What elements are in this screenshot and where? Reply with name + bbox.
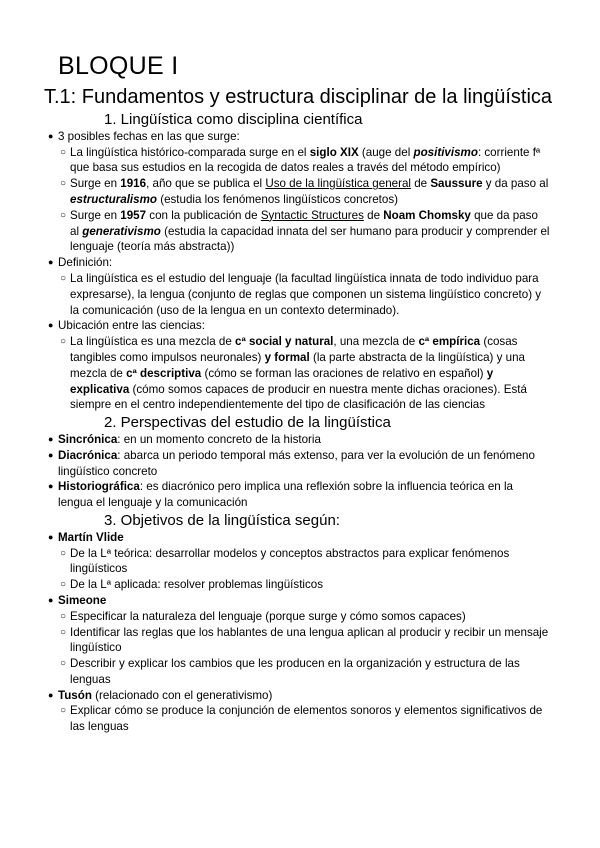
book-title-link: Syntactic Structures (260, 208, 364, 222)
bullet-icon: ● (48, 257, 54, 268)
bullet-icon: ● (48, 320, 54, 331)
circle-bullet-icon: ○ (60, 146, 67, 158)
list-item: ○ De la Lª aplicada: resolver problemas lingüísticos (60, 578, 324, 592)
list-item: ● Diacrónica: abarca un periodo temporal más extenso, para ver la evolución de un fenómeno lingüístico concreto (48, 448, 535, 478)
document-body (0, 112, 600, 735)
bullet-icon: ● (48, 449, 54, 460)
bullet-icon: ● (48, 594, 54, 605)
bullet-icon: ● (48, 130, 54, 141)
list-item: ○ Surge en 1957 con la publicación de Syntactic Structures de Noam Chomsky que da paso al generativismo (estudia la capacidad innata del ser humano para producir y comprender el lenguaje (teoría más abstracta)) (60, 208, 550, 254)
bullet-icon: ● (48, 689, 54, 700)
list-item: ● Martín Vlide (48, 530, 124, 544)
circle-bullet-icon: ○ (60, 610, 67, 622)
list-item: ○ De la Lª teórica: desarrollar modelos y conceptos abstractos para explicar fenómenos lingüísticos (60, 546, 510, 576)
list-item: ● Historiográfica: es diacrónico pero implica una reflexión sobre la influencia teórica en la lengua el lenguaje y la comunicación (48, 480, 513, 510)
section-1-heading: 1. Lingüística como disciplina científica (104, 111, 363, 128)
list-item: ○ Surge en 1916, año que se publica el Uso de la lingüística general de Saussure y da paso al estructuralismo (estudia los fenómenos lingüísticos concretos) (60, 177, 549, 206)
circle-bullet-icon: ○ (60, 336, 67, 348)
section-3-heading: 3. Objetivos de la lingüística según: (104, 511, 340, 529)
section-2-heading: 2. Perspectivas del estudio de la lingüística (104, 414, 391, 432)
list-item: ○ La lingüística histórico-comparada surge en el siglo XIX (auge del positivismo: corriente fª que basa sus estudios en la recogida de datos reales a través del método empírico) (60, 145, 541, 175)
list-item: ● Ubicación entre las ciencias: (48, 319, 205, 333)
list-item: ○ Identificar las reglas que los hablantes de una lengua aplican al producir y recibir un mensaje lingüístico (60, 625, 549, 655)
list-item: ○ Especificar la naturaleza del lenguaje (porque surge y cómo somos capaces) (60, 609, 466, 623)
list-item: ○ Describir y explicar los cambios que les producen en la organización y estructura de las lenguas (60, 657, 520, 686)
list-item: ● Definición: (48, 256, 113, 270)
document-title: BLOQUE I (58, 52, 179, 80)
bullet-icon: ● (48, 481, 54, 492)
circle-bullet-icon: ○ (60, 547, 67, 559)
bullet-icon: ● (48, 531, 54, 542)
list-item: ● Sincrónica: en un momento concreto de la historia (48, 432, 321, 446)
circle-bullet-icon: ○ (60, 658, 67, 670)
list-item: ● Simeone (48, 593, 107, 607)
topic-heading: T.1: Fundamentos y estructura disciplinar de la lingüística (44, 86, 553, 108)
circle-bullet-icon: ○ (60, 209, 67, 221)
circle-bullet-icon: ○ (60, 705, 67, 717)
list-item: ● Tusón (relacionado con el generativismo) (48, 688, 273, 702)
bullet-icon: ● (48, 433, 54, 444)
circle-bullet-icon: ○ (60, 626, 67, 638)
list-item: ○ Explicar cómo se produce la conjunción de elementos sonoros y elementos significativos de las lenguas (60, 704, 543, 734)
book-title-link: Uso de la lingüística general (265, 177, 411, 191)
circle-bullet-icon: ○ (60, 579, 67, 591)
list-item: ● 3 posibles fechas en las que surge: (48, 129, 240, 143)
circle-bullet-icon: ○ (60, 178, 67, 190)
list-item: ○ La lingüística es el estudio del lenguaje (la facultad lingüística innata de todo individuo para expresarse), la lengua (conjunto de reglas que componen un sistema lingüístico concreto) y la comunicación (uso de la lengua en un contexto determinado). (60, 271, 542, 317)
list-item: ○ La lingüística es una mezcla de cª social y natural, una mezcla de cª empírica (cosas tangibles como impulsos neuronales) y formal (la parte abstracta de la lingüística) y una mezcla de cª descriptiva (cómo se forman las oraciones de relativo en español) y explicativa (cómo somos capaces de producir en nuestra mente dichas oraciones). Está siempre en el centro independientemente del tipo de clasificación de las ciencias (60, 335, 527, 412)
circle-bullet-icon: ○ (60, 272, 67, 284)
